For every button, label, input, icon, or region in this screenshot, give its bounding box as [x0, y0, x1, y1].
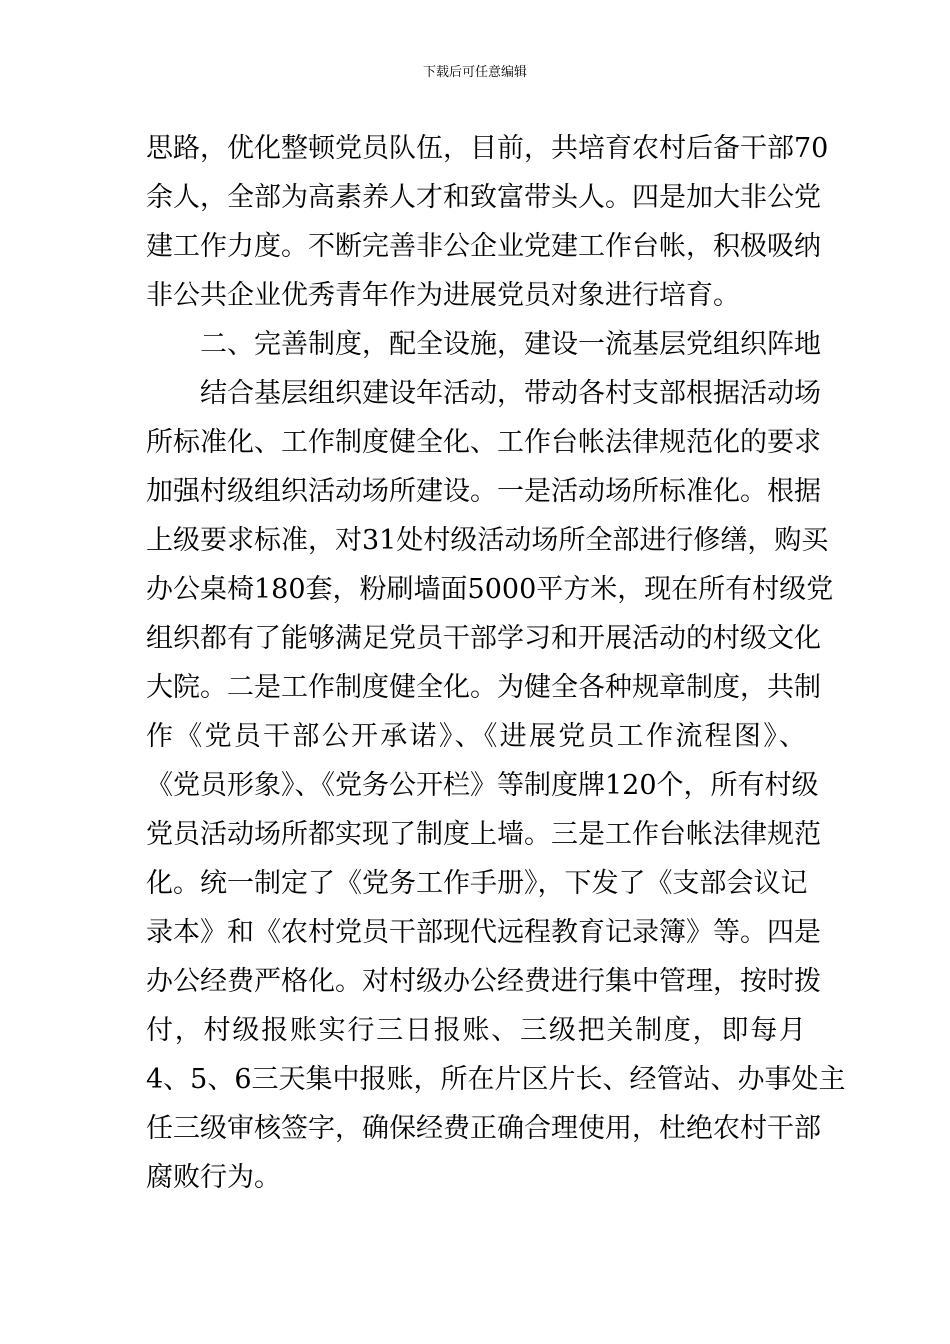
text-line: 所标准化、工作制度健全化、工作台帐法律规范化的要求: [146, 427, 821, 458]
page-header: 下载后可任意编辑: [422, 65, 527, 80]
text-line: 上级要求标准，对31处村级活动场所全部进行修缮，购买: [146, 525, 829, 556]
text-line: 4、5、6三天集中报账，所在片区片长、经管站、办事处主: [146, 1064, 846, 1095]
text-line: 化。统一制定了《党务工作手册》，下发了《支部会议记: [146, 868, 808, 899]
text-line: 党员活动场所都实现了制度上墙。三是工作台帐法律规范: [146, 819, 821, 850]
text-line: 加强村级组织活动场所建设。一是活动场所标准化。根据: [146, 476, 821, 507]
section-heading: 二、完善制度，配全设施，建设一流基层党组织阵地: [200, 329, 821, 360]
text-line: 作《党员干部公开承诺》、《进展党员工作流程图》、: [146, 721, 806, 752]
text-line: 付，村级报账实行三日报账、三级把关制度，即每月: [146, 1015, 806, 1046]
text-line: 录本》和《农村党员干部现代远程教育记录簿》等。四是: [146, 917, 821, 948]
text-line: 办公桌椅180套，粉刷墙面5000平方米，现在所有村级党: [146, 574, 834, 605]
text-line: 非公共企业优秀青年作为进展党员对象进行培育。: [146, 280, 740, 311]
text-line: 办公经费严格化。对村级办公经费进行集中管理，按时拨: [146, 966, 821, 997]
body-text: [146, 124, 846, 1202]
text-line: 任三级审核签字，确保经费正确合理使用，杜绝农村干部: [146, 1113, 821, 1144]
text-line: 腐败行为。: [146, 1162, 281, 1193]
text-line: 组织都有了能够满足党员干部学习和开展活动的村级文化: [146, 623, 821, 654]
text-line: 结合基层组织建设年活动，带动各村支部根据活动场: [200, 378, 821, 409]
text-line: 思路，优化整顿党员队伍，目前，共培育农村后备干部70: [146, 133, 829, 164]
text-line: 《党员形象》、《党务公开栏》等制度牌120个，所有村级: [146, 770, 819, 801]
text-line: 余人，全部为高素养人才和致富带头人。四是加大非公党: [146, 182, 821, 213]
text-line: 建工作力度。不断完善非公企业党建工作台帐，积极吸纳: [146, 231, 821, 262]
text-line: 大院。二是工作制度健全化。为健全各种规章制度，共制: [146, 672, 821, 703]
